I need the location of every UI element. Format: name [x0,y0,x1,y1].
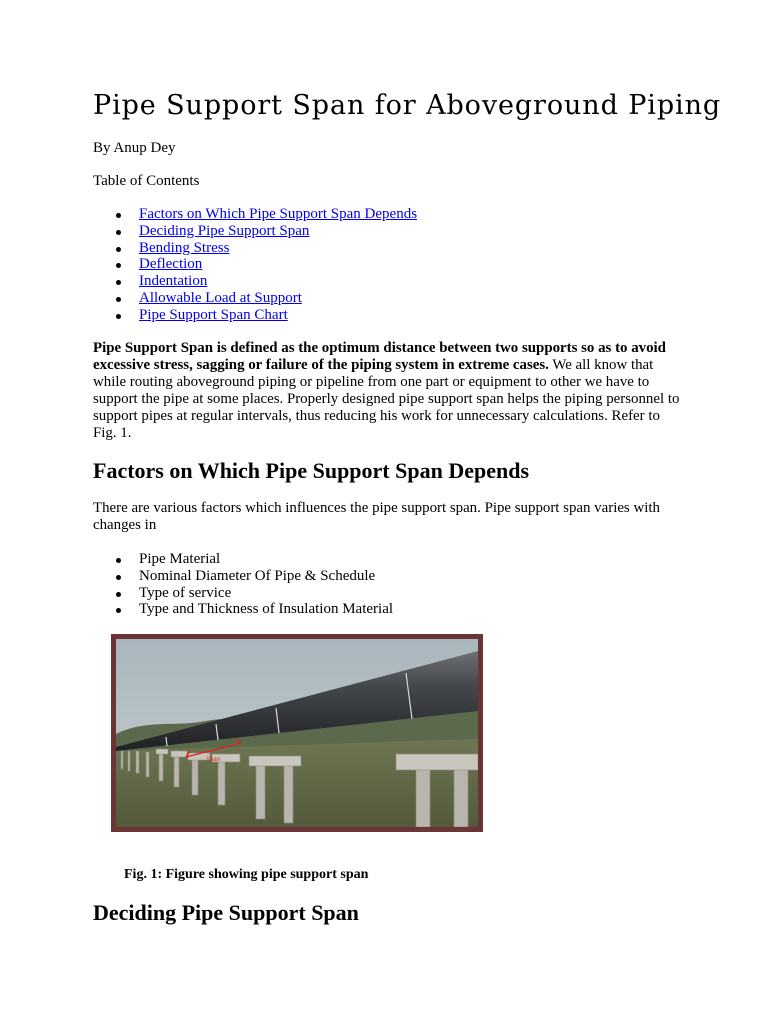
factors-paragraph: There are various factors which influences the pipe support span. Pipe support span varies with changes in [93,500,660,533]
pipeline-photo-figure [111,634,483,832]
intro-body: We all know that while routing aboveground piping or pipeline from one part or equipment to other we have to support the pipe at some places. Properly designed pipe support span helps the piping personnel to support pipes at regular intervals, thus reducing his work for unnecessary calculations. Refer to Fig. 1. [93,357,680,441]
toc-link-deciding[interactable]: Deciding Pipe Support Span [139,222,310,239]
toc-item[interactable] [93,240,417,257]
section-heading-deciding: Deciding Pipe Support Span [93,900,359,925]
page-title: Pipe Support Span for Aboveground Piping [93,90,722,121]
toc-link-factors[interactable]: Factors on Which Pipe Support Span Depends [139,206,418,222]
figure-caption: Fig. 1: Figure showing pipe support span [124,867,369,882]
intro-definition: Pipe Support Span is defined as the optimum distance between two supports so as to avoid excessive stress, sagging or failure of the piping system in extreme cases. [93,340,666,373]
toc-link-indentation[interactable]: Indentation [139,273,208,290]
list-item: Nominal Diameter Of Pipe & Schedule [93,568,393,585]
section-heading-factors: Factors on Which Pipe Support Span Depends [93,458,530,483]
toc-item[interactable] [93,223,417,240]
pipeline-photo [116,639,478,827]
table-of-contents [93,206,417,324]
toc-item[interactable] [93,307,417,324]
toc-link-bending-stress[interactable]: Bending Stress [139,239,230,256]
toc-link-span-chart[interactable]: Pipe Support Span Chart [139,306,288,323]
toc-link-allowable-load[interactable]: Allowable Load at Support [139,289,302,306]
author-byline: By Anup Dey [93,140,176,156]
list-item: Pipe Material [93,551,393,568]
toc-item[interactable] [93,256,417,273]
toc-item[interactable] [93,206,417,223]
intro-paragraph [93,340,683,442]
toc-item[interactable] [93,273,417,290]
toc-item[interactable] [93,290,417,307]
toc-link-deflection[interactable]: Deflection [139,256,203,273]
span-label: Span [206,757,221,763]
list-item: Type and Thickness of Insulation Material [93,601,393,618]
toc-label: Table of Contents [93,173,200,189]
list-item: Type of service [93,585,393,602]
factors-list [93,551,393,618]
